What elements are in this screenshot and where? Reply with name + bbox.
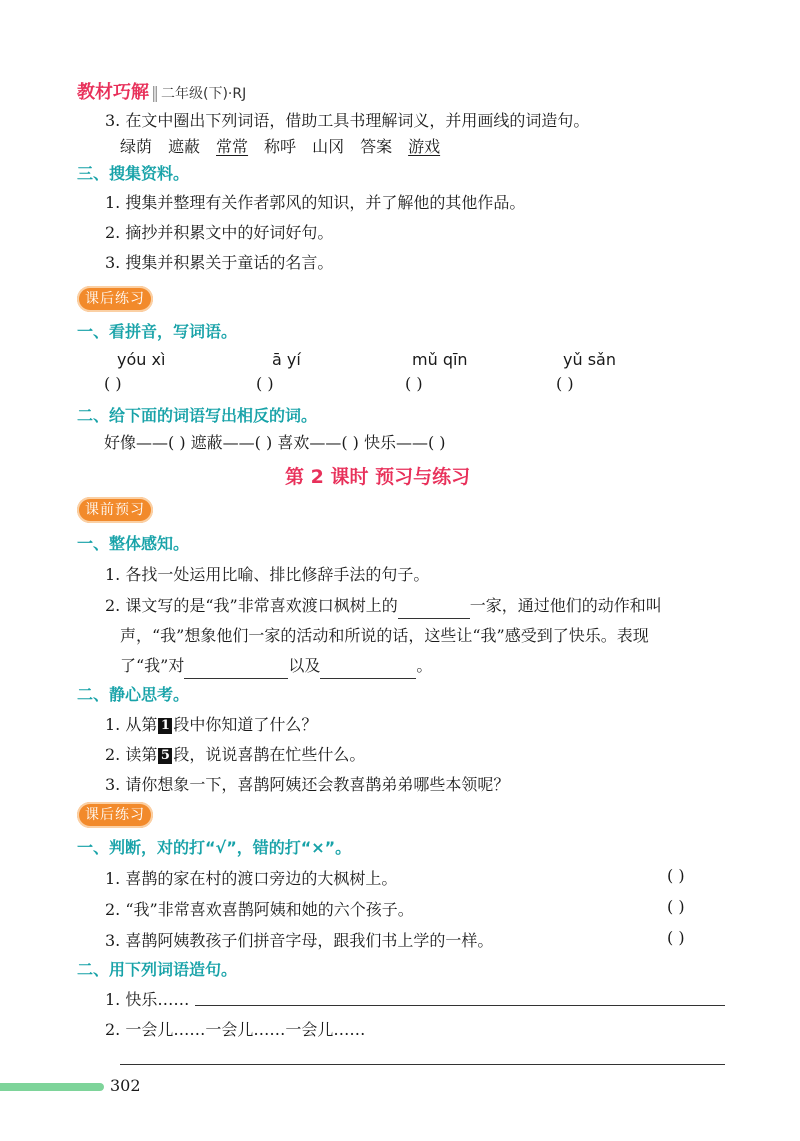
vocab-word: 绿荫	[120, 137, 153, 156]
sentence-item-2: 2. 一会儿……一会儿……一会儿……	[105, 1020, 366, 1039]
badge-after-class-practice-2: 课后练习	[77, 802, 153, 828]
paragraph-number-badge: 1	[158, 718, 172, 734]
overall-item-2-text-e: 以及	[288, 656, 321, 675]
judge-item-2: 2. “我”非常喜欢喜鹊阿姨和她的六个孩子。	[105, 900, 414, 919]
vocab-word: 答案	[360, 137, 393, 156]
header-divider: ‖	[151, 83, 159, 102]
page-header	[77, 78, 246, 104]
book-brand: 教材巧解	[77, 82, 149, 103]
fill-blank-2[interactable]	[184, 660, 288, 679]
collect-item-1: 1. 搜集并整理有关作者郭风的知识，并了解他的其他作品。	[105, 193, 526, 212]
vocab-word-list	[120, 134, 456, 160]
answer-paren-3[interactable]: ( )	[405, 374, 423, 393]
think-item-1	[105, 712, 317, 738]
section-title-think: 二、静心思考。	[77, 685, 190, 704]
answer-paren-4[interactable]: ( )	[556, 374, 574, 393]
judge-answer-3[interactable]: ( )	[667, 928, 685, 947]
grade-label: 二年级(下)·RJ	[161, 86, 247, 102]
footer-accent-bar	[0, 1083, 104, 1091]
overall-item-2-text-b: 一家，通过他们的动作和叫	[469, 596, 662, 615]
judge-item-3: 3. 喜鹊阿姨教孩子们拼音字母，跟我们书上学的一样。	[105, 931, 494, 950]
vocab-word: 山冈	[312, 137, 345, 156]
overall-item-2-line-3	[120, 653, 432, 679]
vocab-word: 遮蔽	[168, 137, 201, 156]
page-number: 302	[110, 1076, 141, 1095]
pinyin-2: ā yí	[272, 350, 301, 369]
section-title-overall: 一、整体感知。	[77, 534, 190, 553]
badge-after-class-practice: 课后练习	[77, 286, 153, 312]
collect-item-3: 3. 搜集并积累关于童话的名言。	[105, 253, 334, 272]
overall-item-2-line-2: 声，“我”想象他们一家的活动和所说的话，这些让“我”感受到了快乐。表现	[120, 626, 649, 645]
vocab-instruction: 3. 在文中圈出下列词语，借助工具书理解词义，并用画线的词造句。	[105, 111, 590, 130]
vocab-word: 常常	[216, 137, 249, 156]
vocab-word: 游戏	[408, 137, 441, 156]
section-title-sentence: 二、用下列词语造句。	[77, 960, 238, 979]
section-title-pinyin: 一、看拼音，写词语。	[77, 322, 238, 341]
think-item-1-text-b: 段中你知道了什么？	[173, 715, 318, 734]
answer-paren-2[interactable]: ( )	[256, 374, 274, 393]
answer-paren-1[interactable]: ( )	[104, 374, 122, 393]
collect-item-2: 2. 摘抄并积累文中的好词好句。	[105, 223, 334, 242]
pinyin-4: yǔ sǎn	[563, 350, 616, 369]
fill-blank-3[interactable]	[320, 660, 416, 679]
section-title-collect: 三、搜集资料。	[77, 164, 190, 183]
pinyin-3: mǔ qīn	[412, 350, 468, 369]
think-item-1-text-a: 1. 从第	[105, 715, 158, 734]
think-item-2	[105, 742, 365, 768]
fill-blank-1[interactable]	[398, 600, 470, 619]
overall-item-1: 1. 各找一处运用比喻、排比修辞手法的句子。	[105, 565, 430, 584]
think-item-3: 3. 请你想象一下，喜鹊阿姨还会教喜鹊弟弟哪些本领呢？	[105, 775, 510, 794]
think-item-2-text-b: 段，说说喜鹊在忙些什么。	[173, 745, 366, 764]
think-item-2-text-a: 2. 读第	[105, 745, 158, 764]
overall-item-2-text-a: 2. 课文写的是“我”非常喜欢渡口枫树上的	[105, 596, 398, 615]
lesson-title: 第 2 课时 预习与练习	[285, 466, 471, 488]
section-title-judge: 一、判断，对的打“√”，错的打“×”。	[77, 838, 352, 857]
judge-item-1: 1. 喜鹊的家在村的渡口旁边的大枫树上。	[105, 869, 398, 888]
overall-item-2-text-d: 了“我”对	[120, 656, 185, 675]
section-title-antonym: 二、给下面的词语写出相反的词。	[77, 406, 318, 425]
sentence-item-1: 1. 快乐……	[105, 990, 190, 1009]
overall-item-2-line-1	[105, 593, 662, 619]
judge-answer-2[interactable]: ( )	[667, 897, 685, 916]
badge-pre-class-preview: 课前预习	[77, 497, 153, 523]
antonym-line: 好像——( ) 遮蔽——( ) 喜欢——( ) 快乐——( )	[104, 433, 446, 452]
paragraph-number-badge: 5	[158, 748, 172, 764]
pinyin-1: yóu xì	[117, 350, 166, 369]
answer-line-1[interactable]	[195, 1005, 725, 1006]
answer-line-2[interactable]	[120, 1064, 725, 1065]
vocab-word: 称呼	[264, 137, 297, 156]
judge-answer-1[interactable]: ( )	[667, 866, 685, 885]
overall-item-2-text-f: 。	[416, 656, 433, 675]
